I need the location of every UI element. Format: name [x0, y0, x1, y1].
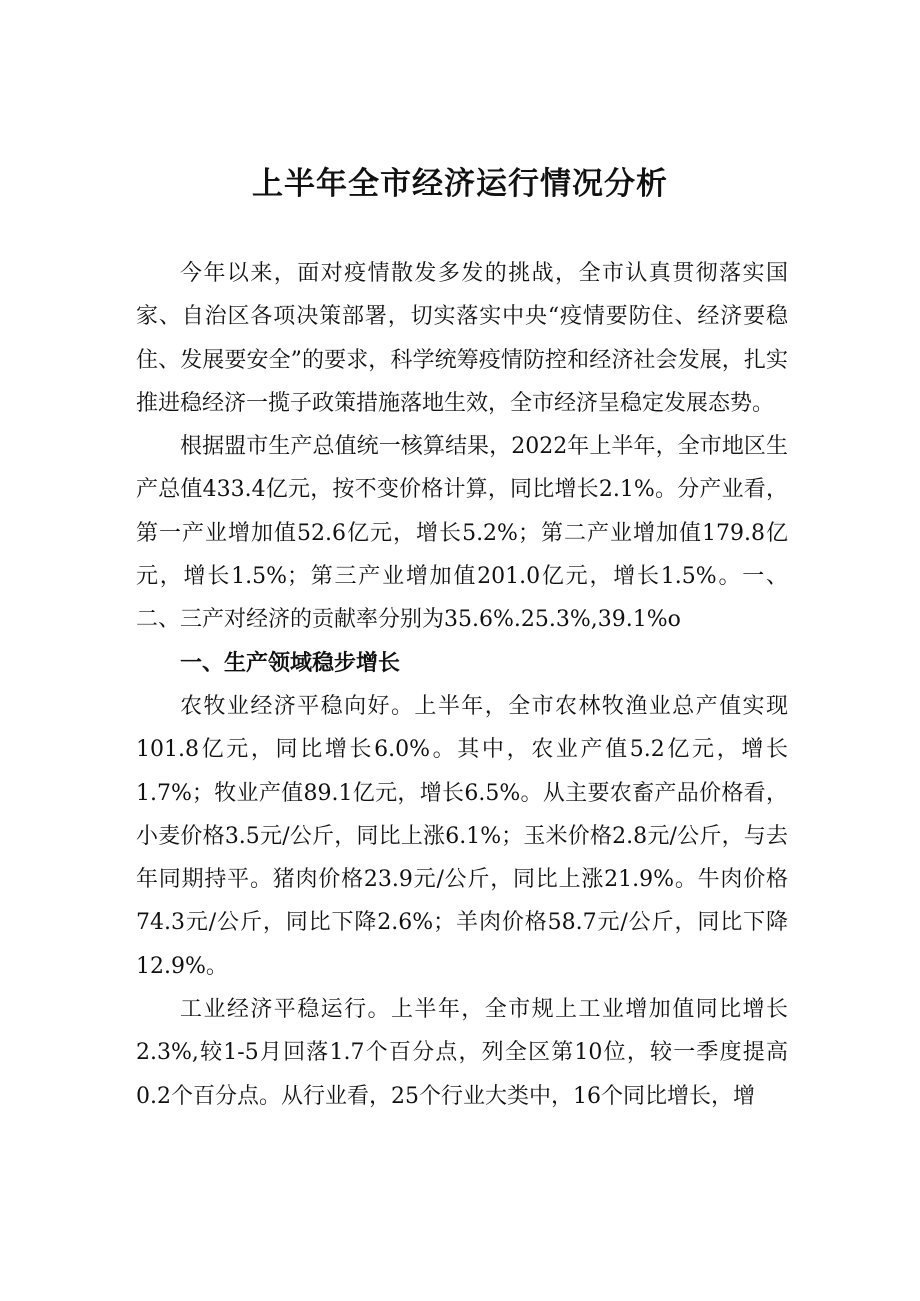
intro-paragraph: 今年以来，面对疫情散发多发的挑战，全市认真贯彻落实国家、自治区各项决策部署，切实落实中央“疫情要防住、经济要稳住、发展要安全”的要求，科学统筹疫情防控和经济社会发展，扎实推进稳经济一揽子政策措施落地生效，全市经济呈稳定发展态势。 [136, 261, 788, 416]
agriculture-paragraph: 农牧业经济平稳向好。上半年，全市农林牧渔业总产值实现101.8亿元，同比增长6.0%。其中，农业产值5.2亿元，增长1.7%；牧业产值89.1亿元，增长6.5%。从主要农畜产品价格看，小麦价格3.5元/公斤，同比上涨6.1%；玉米价格2.8元/公斤，与去年同期持平。猪肉价格23.9元/公斤，同比上涨21.9%。牛肉价格74.3元/公斤，同比下降2.6%；羊肉价格58.7元/公斤，同比下降12.9%。 [136, 693, 788, 979]
gdp-paragraph: 根据盟市生产总值统一核算结果，2022年上半年，全市地区生产总值433.4亿元，按不变价格计算，同比增长2.1%。分产业看，第一产业增加值52.6亿元，增长5.2%；第二产业增加值179.8亿元，增长1.5%；第三产业增加值201.0亿元，增长1.5%。一、二、三产对经济的贡献率分别为35.6%.25.3%,39.1%o [136, 434, 788, 633]
document-title: 上半年全市经济运行情况分析 [252, 166, 668, 202]
document-body [136, 252, 788, 1118]
section-heading: 一、生产领域稳步增长 [180, 650, 401, 676]
industry-paragraph: 工业经济平稳运行。上半年，全市规上工业增加值同比增长2.3%,较1-5月回落1.7个百分点，列全区第10位，较一季度提高0.2个百分点。从行业看，25个行业大类中，16个同比增长，增 [136, 997, 788, 1109]
